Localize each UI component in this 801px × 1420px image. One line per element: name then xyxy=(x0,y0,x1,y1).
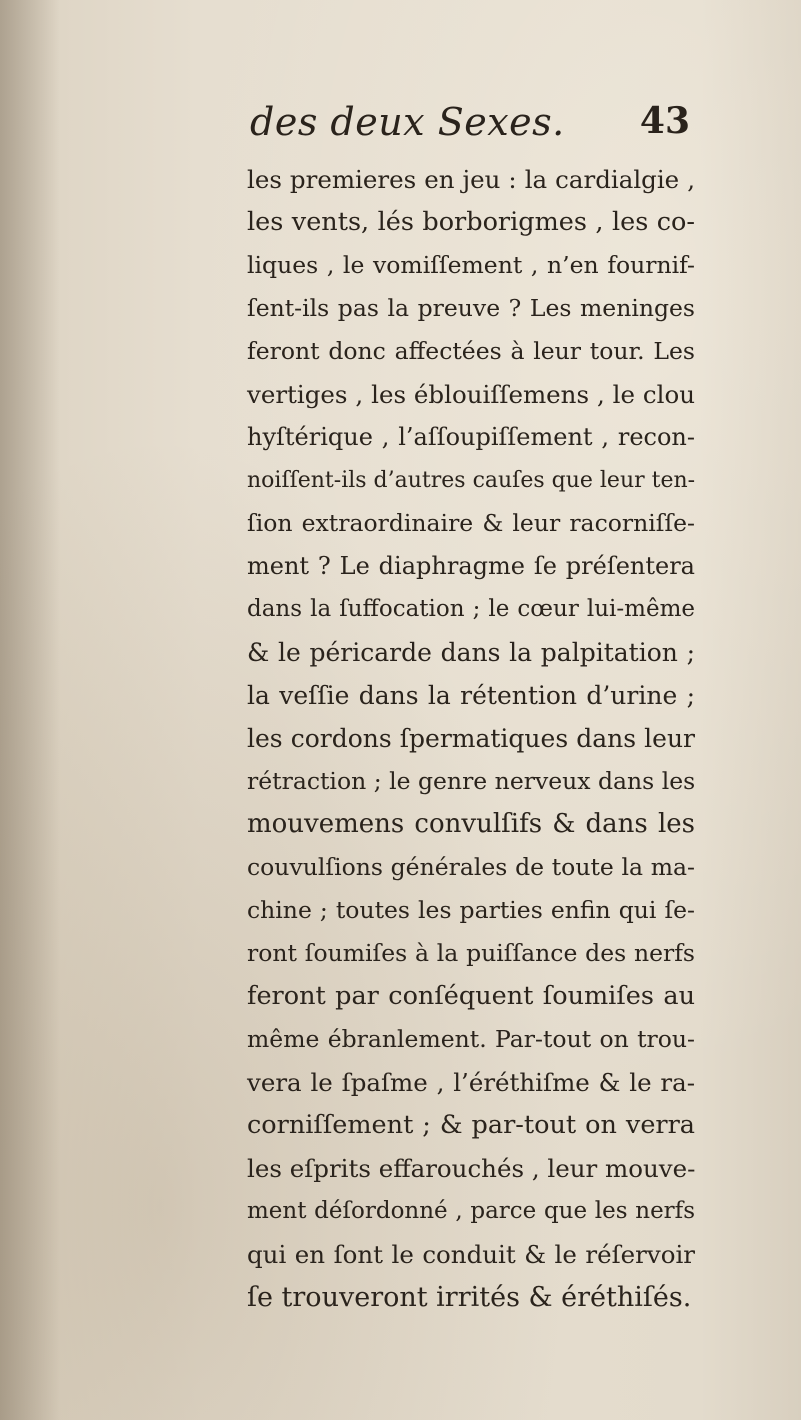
text-line-last: ſe trouveront irrités & éréthiſés. xyxy=(247,1282,692,1313)
text-line: vera le ſpaſme , l’éréthiſme & le ra- xyxy=(247,1068,695,1097)
text-line: feront donc affectées à leur tour. Les xyxy=(247,337,695,365)
text-line: & le péricarde dans la palpitation ; xyxy=(247,638,695,667)
text-line: rétraction ; le genre nerveux dans les xyxy=(247,767,696,795)
running-title: des deux Sexes. xyxy=(250,100,565,144)
text-line: chine ; toutes les parties enfin qui ſe- xyxy=(247,896,695,924)
text-line: corniſſement ; & par-tout on verra xyxy=(247,1110,695,1140)
text-line: ment ? Le diaphragme ſe préſentera xyxy=(247,552,695,580)
page-gutter-shadow xyxy=(0,0,60,1420)
text-line: ſent-ils pas la preuve ? Les meninges xyxy=(247,294,695,322)
text-line: noiſſent-ils d’autres cauſes que leur ten- xyxy=(247,468,696,493)
text-line: la veſſie dans la rétention d’urine ; xyxy=(247,681,695,710)
text-line: les cordons ſpermatiques dans leur xyxy=(247,724,695,753)
text-line: couvulſions générales de toute la ma- xyxy=(247,853,695,881)
text-line: hyſtérique , l’aſſoupiſſement , recon- xyxy=(247,423,695,451)
text-line: ment déſordonné , parce que les nerfs xyxy=(247,1198,695,1224)
text-line: liques , le vomiſſement , n’en fournif- xyxy=(247,251,695,279)
text-line: feront par conſéquent ſoumiſes au xyxy=(247,981,695,1011)
text-line: mouvemens convulſifs & dans les xyxy=(247,809,695,839)
text-line: les premieres en jeu : la cardialgie , xyxy=(247,165,695,194)
body-text xyxy=(247,158,695,1319)
text-line: dans la ſuffocation ; le cœur lui-même xyxy=(247,596,695,622)
text-line: ſion extraordinaire & leur racorniſſe- xyxy=(247,509,695,537)
text-line: qui en ſont le conduit & le réſervoir xyxy=(247,1240,695,1269)
text-line: même ébranlement. Par-tout on trou- xyxy=(247,1025,695,1053)
text-line: ront ſoumiſes à la puiſſance des nerfs xyxy=(247,939,695,967)
text-line: les vents, lés borborigmes , les co- xyxy=(247,207,695,237)
page-header xyxy=(250,100,690,150)
page-number: 43 xyxy=(639,100,690,142)
text-line: les eſprits effarouchés , leur mouve- xyxy=(247,1154,696,1183)
text-line: vertiges , les éblouiſſemens , le clou xyxy=(247,380,695,409)
